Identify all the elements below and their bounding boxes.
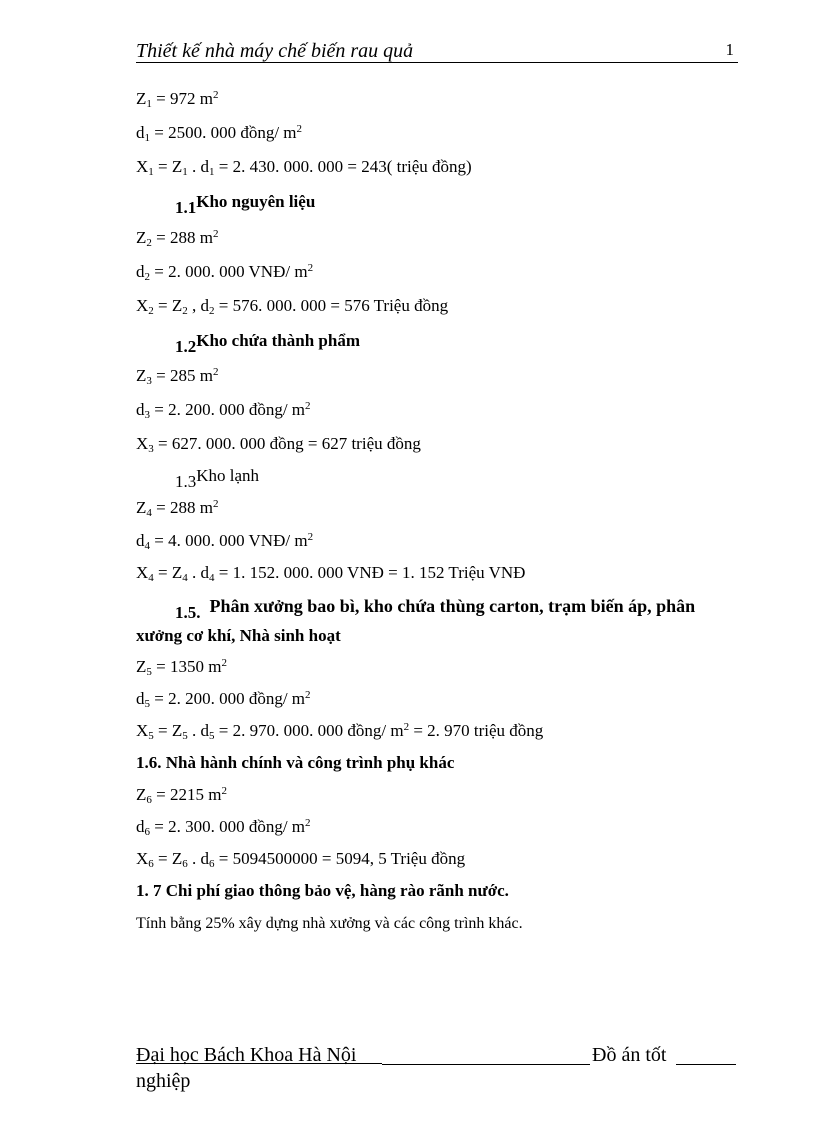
- formula-x5: $X_5 = Z_5$ . $d_5 = 2$. 970. 000. 000 đồng/ $m^2 = 2$. 970 triệu đồng: [136, 721, 544, 742]
- section-heading-1-6: 1.6. Nhà hành chính và công trình phụ khác: [136, 753, 455, 772]
- footer-rule-end: [676, 1064, 736, 1065]
- page-number: 1: [725, 40, 734, 59]
- note-paragraph: Tính bằng 25% xây dựng nhà xưởng và các công trình khác.: [136, 915, 523, 932]
- formula-x1: $X_1 = Z_1$ . $d_1 = 2$. 430. 000. 000 = 243( triệu đồng): [136, 157, 472, 178]
- footer-project: Đồ án tốt: [592, 1044, 667, 1066]
- formula-d6: $d_6 = 2$. 300. 000 đồng/ $m^2$: [136, 817, 311, 838]
- section-heading-1-2: 1.2Kho chứa thành phẩm: [175, 331, 360, 356]
- formula-x3: $X_3 = 627$. 000. 000 đồng = 627 triệu đồng: [136, 434, 421, 455]
- formula-x6: $X_6 = Z_6$ . $d_6 = 5094500000 = 5094$, 5 Triệu đồng: [136, 849, 466, 870]
- formula-z4: $Z_4 = 288$ $m^2$: [136, 498, 219, 519]
- footer-university: Đại học Bách Khoa Hà Nội: [136, 1044, 382, 1066]
- footer-continuation: nghiệp: [136, 1070, 191, 1092]
- section-heading-1-1: 1.1Kho nguyên liệu: [175, 192, 316, 217]
- section-heading-1-5: 1.5. Phân xưởng bao bì, kho chứa thùng carton, trạm biến áp, phân: [175, 596, 696, 622]
- page-header: [136, 38, 738, 63]
- section-heading-1-7: 1. 7 Chi phí giao thông bảo vệ, hàng rào rãnh nước.: [136, 881, 509, 900]
- section-heading-1-5-cont: xưởng cơ khí, Nhà sinh hoạt: [136, 626, 341, 645]
- formula-z5: $Z_5 = 1350$ $m^2$: [136, 657, 227, 678]
- section-heading-1-3: 1.3Kho lạnh: [175, 466, 260, 491]
- document-title: Thiết kế nhà máy chế biến rau quả: [136, 40, 414, 62]
- formula-z2: $Z_2 = 288$ $m^2$: [136, 228, 219, 249]
- formula-x4: $X_4 = Z_4$ . $d_4 = 1$. 152. 000. 000 VNĐ = 1. 152 Triệu VNĐ: [136, 563, 526, 584]
- formula-d2: $d_2 = 2$. 000. 000 VNĐ/ $m^2$: [136, 262, 314, 283]
- formula-x2: $X_2 = Z_2$ , $d_2 = 576$. 000. 000 = 576 Triệu đồng: [136, 296, 449, 317]
- footer-rule: [382, 1064, 590, 1065]
- formula-d4: $d_4 = 4$. 000. 000 VNĐ/ $m^2$: [136, 531, 314, 552]
- formula-d5: $d_5 = 2$. 200. 000 đồng/ $m^2$: [136, 689, 311, 710]
- formula-z6: $Z_6 = 2215$ $m^2$: [136, 785, 227, 806]
- formula-z3: $Z_3 = 285$ $m^2$: [136, 366, 219, 387]
- formula-d1: $d_1 = 2500$. 000 đồng/ $m^2$: [136, 123, 303, 144]
- formula-d3: $d_3 = 2$. 200. 000 đồng/ $m^2$: [136, 400, 311, 421]
- formula-z1: $Z_1 = 972$ $m^2$: [136, 89, 219, 110]
